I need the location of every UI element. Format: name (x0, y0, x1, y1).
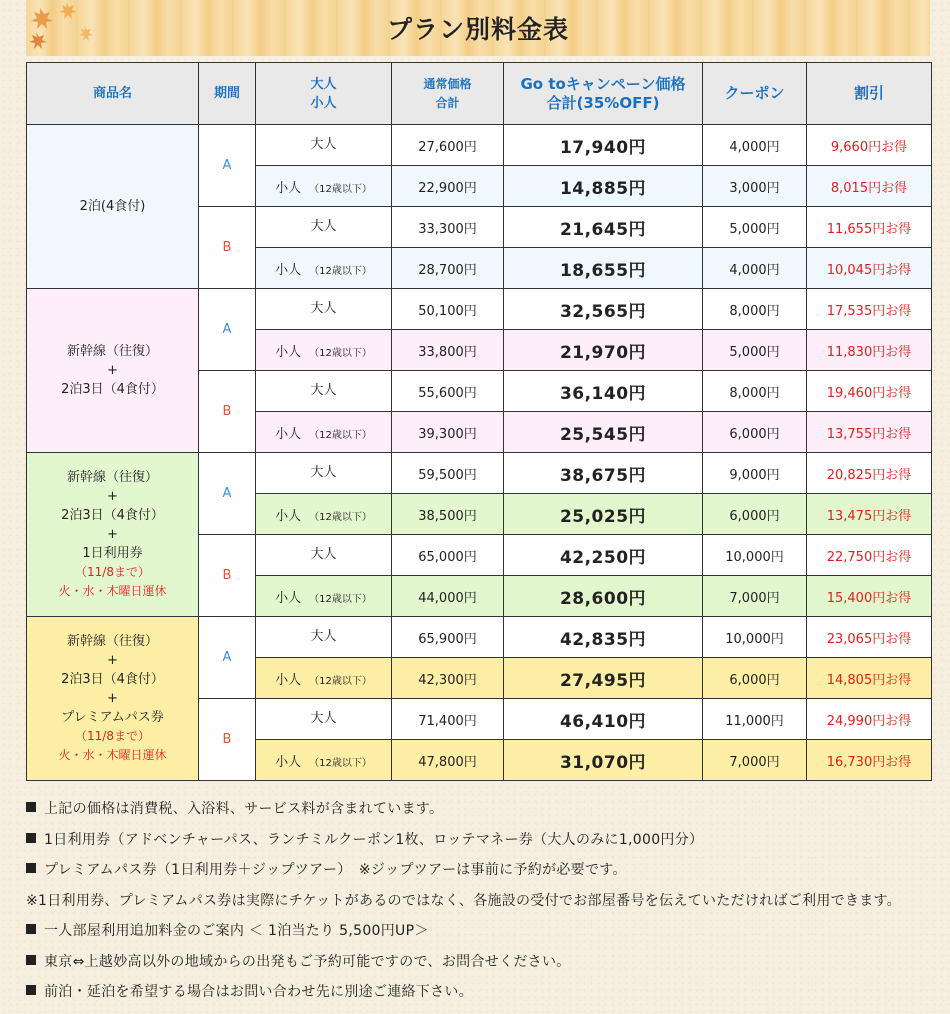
regular-price-cell-value: 39,300円 (418, 426, 477, 442)
regular-price-cell (392, 207, 504, 248)
product-name-line: 2泊3日（4食付） (61, 382, 164, 397)
regular-price-cell-value: 65,900円 (418, 631, 477, 647)
product-name-line: + (107, 527, 118, 542)
goto-price-cell (504, 330, 703, 371)
coupon-cell-value: 10,000円 (725, 631, 784, 647)
goto-price-cell-value: 36,140円 (559, 383, 647, 404)
goto-price-cell-value: 21,970円 (559, 342, 647, 363)
goto-price-cell (504, 453, 703, 494)
discount-cell (807, 699, 932, 740)
discount-cell-value: 8,015円 (830, 180, 882, 196)
otoku-label: お得 (885, 385, 912, 401)
adult-label-cell (256, 453, 392, 494)
regular-price-cell (392, 371, 504, 412)
adult-label-cell (256, 125, 392, 166)
coupon-cell (703, 617, 807, 658)
goto-price-cell (504, 576, 703, 617)
goto-price-cell (504, 658, 703, 699)
discount-cell (807, 658, 932, 699)
coupon-cell (703, 125, 807, 166)
discount-cell (807, 494, 932, 535)
product-name-cell (27, 453, 199, 617)
note-text: ※1日利用券、プレミアムパス券は実際にチケットがあるのではなく、各施設の受付でお部屋番号を伝えていただければご利用できます。 (26, 892, 902, 909)
regular-price-cell (392, 248, 504, 289)
age-label: 小人 (275, 426, 302, 442)
bullet-square-icon (26, 985, 36, 995)
goto-price-cell-value: 17,940円 (559, 137, 647, 158)
note-line (26, 983, 946, 1014)
product-note: 火・水・木曜日運休 (58, 748, 167, 762)
goto-price-cell (504, 617, 703, 658)
product-name-line: 2泊(4食付) (79, 199, 146, 214)
note-line (26, 922, 946, 953)
header-discount: 割引 (807, 63, 932, 125)
child-age-note: （12歳以下） (309, 675, 372, 687)
table-row (27, 617, 932, 658)
regular-price-cell-value: 38,500円 (418, 508, 477, 524)
coupon-cell (703, 412, 807, 453)
note-line (26, 831, 946, 862)
coupon-cell-value: 11,000円 (725, 713, 784, 729)
discount-cell (807, 740, 932, 781)
period-a-cell: A (199, 125, 256, 207)
goto-price-cell-value: 27,495円 (559, 670, 647, 691)
regular-price-cell (392, 412, 504, 453)
header-coupon: クーポン (703, 63, 807, 125)
coupon-cell (703, 289, 807, 330)
child-age-note: （12歳以下） (309, 265, 372, 277)
bullet-square-icon (26, 833, 36, 843)
child-label-cell (256, 740, 392, 781)
product-name-cell (27, 617, 199, 781)
age-label: 小人 (275, 590, 302, 606)
goto-price-cell (504, 248, 703, 289)
goto-price-cell-value: 18,655円 (559, 260, 647, 281)
adult-label-cell (256, 371, 392, 412)
age-label: 小人 (275, 754, 302, 770)
coupon-cell-value: 8,000円 (729, 385, 780, 401)
child-age-note: （12歳以下） (309, 347, 372, 359)
product-note: 火・水・木曜日運休 (58, 584, 167, 598)
coupon-cell (703, 371, 807, 412)
goto-price-cell-value: 25,545円 (559, 424, 647, 445)
discount-cell-value: 9,660円 (830, 139, 882, 155)
age-label: 小人 (275, 262, 302, 278)
bullet-square-icon (26, 955, 36, 965)
header-regular: 通常価格 合計 (392, 63, 504, 125)
goto-price-cell-value: 28,600円 (559, 588, 647, 609)
discount-cell-value: 23,065円 (826, 631, 886, 647)
discount-cell-value: 17,535円 (826, 303, 886, 319)
note-text: 前泊・延泊を希望する場合はお問い合わせ先に別途ご連絡下さい。 (44, 984, 473, 1000)
product-name-cell (27, 289, 199, 453)
discount-cell (807, 125, 932, 166)
otoku-label: お得 (885, 303, 912, 319)
note-text: 一人部屋利用追加料金のご案内 ＜ 1泊当たり 5,500円UP＞ (44, 923, 429, 939)
product-name-line: 新幹線（往復） (66, 344, 158, 359)
discount-cell-value: 15,400円 (826, 590, 886, 606)
regular-price-cell-value: 59,500円 (418, 467, 477, 483)
goto-price-cell (504, 166, 703, 207)
goto-price-cell (504, 289, 703, 330)
discount-cell-value: 14,805円 (826, 672, 886, 688)
discount-cell-value: 20,825円 (826, 467, 886, 483)
discount-cell (807, 576, 932, 617)
table-row (27, 125, 932, 166)
goto-price-cell (504, 412, 703, 453)
adult-label-cell (256, 535, 392, 576)
coupon-cell-value: 8,000円 (729, 303, 780, 319)
discount-cell-value: 19,460円 (826, 385, 886, 401)
child-age-note: （12歳以下） (309, 511, 372, 523)
discount-cell (807, 289, 932, 330)
goto-price-cell-value: 42,250円 (559, 547, 647, 568)
adult-label-cell (256, 289, 392, 330)
age-label: 大人 (310, 218, 337, 234)
otoku-label: お得 (885, 590, 912, 606)
goto-price-cell-value: 31,070円 (559, 752, 647, 773)
age-label: 大人 (310, 710, 337, 726)
goto-price-cell-value: 38,675円 (559, 465, 647, 486)
price-table (26, 62, 932, 781)
bullet-square-icon (26, 863, 36, 873)
discount-cell (807, 412, 932, 453)
otoku-label: お得 (885, 508, 912, 524)
regular-price-cell-value: 55,600円 (418, 385, 477, 401)
child-label-cell (256, 248, 392, 289)
adult-label-cell (256, 617, 392, 658)
coupon-cell (703, 658, 807, 699)
regular-price-cell-value: 42,300円 (418, 672, 477, 688)
note-line (26, 800, 946, 831)
regular-price-cell (392, 453, 504, 494)
coupon-cell-value: 9,000円 (729, 467, 780, 483)
discount-cell (807, 371, 932, 412)
note-text: プレミアムパス券（1日利用券＋ジップツアー） ※ジップツアーは事前に予約が必要です。 (44, 862, 627, 878)
product-name-line: プレミアムパス券 (61, 710, 164, 725)
goto-price-cell-value: 46,410円 (559, 711, 647, 732)
age-label: 大人 (310, 382, 337, 398)
goto-price-cell-value: 25,025円 (559, 506, 647, 527)
age-label: 小人 (275, 180, 302, 196)
child-age-note: （12歳以下） (309, 593, 372, 605)
product-name-line: 新幹線（往復） (66, 634, 158, 649)
age-label: 大人 (310, 300, 337, 316)
discount-cell-value: 13,755円 (826, 426, 886, 442)
otoku-label: お得 (885, 426, 912, 442)
period-b-cell: B (199, 699, 256, 781)
header-adult-child: 大人 小人 (256, 63, 392, 125)
regular-price-cell-value: 65,000円 (418, 549, 477, 565)
discount-cell (807, 453, 932, 494)
goto-price-cell (504, 371, 703, 412)
child-age-note: （12歳以下） (309, 429, 372, 441)
coupon-cell (703, 453, 807, 494)
age-label: 小人 (275, 672, 302, 688)
discount-cell (807, 330, 932, 371)
page-title: プラン別料金表 (386, 15, 569, 44)
otoku-label: お得 (885, 221, 912, 237)
product-name-line: 2泊3日（4食付） (61, 672, 164, 687)
discount-cell-value: 10,045円 (826, 262, 886, 278)
product-name-line: 1日利用券 (82, 546, 143, 561)
coupon-cell-value: 4,000円 (729, 262, 780, 278)
product-name-line: + (107, 489, 118, 504)
child-age-note: （12歳以下） (309, 757, 372, 769)
otoku-label: お得 (881, 139, 908, 155)
age-label: 小人 (275, 344, 302, 360)
coupon-cell (703, 494, 807, 535)
product-name-cell (27, 125, 199, 289)
discount-cell (807, 535, 932, 576)
regular-price-cell-value: 33,800円 (418, 344, 477, 360)
coupon-cell (703, 576, 807, 617)
regular-price-cell-value: 28,700円 (418, 262, 477, 278)
regular-price-cell (392, 330, 504, 371)
otoku-label: お得 (885, 672, 912, 688)
goto-price-cell (504, 699, 703, 740)
regular-price-cell (392, 125, 504, 166)
regular-price-cell (392, 740, 504, 781)
title-banner (26, 0, 930, 56)
goto-price-cell (504, 207, 703, 248)
regular-price-cell-value: 50,100円 (418, 303, 477, 319)
coupon-cell (703, 699, 807, 740)
coupon-cell (703, 207, 807, 248)
product-name-line: 新幹線（往復） (66, 470, 158, 485)
regular-price-cell-value: 22,900円 (418, 180, 477, 196)
age-label: 大人 (310, 136, 337, 152)
goto-price-cell (504, 535, 703, 576)
age-label: 大人 (310, 546, 337, 562)
child-label-cell (256, 330, 392, 371)
discount-cell-value: 16,730円 (826, 754, 886, 770)
coupon-cell-value: 7,000円 (729, 590, 780, 606)
regular-price-cell (392, 289, 504, 330)
period-b-cell: B (199, 371, 256, 453)
child-label-cell (256, 658, 392, 699)
product-name-line: + (107, 653, 118, 668)
note-line (26, 953, 946, 984)
coupon-cell-value: 3,000円 (729, 180, 780, 196)
discount-cell-value: 11,830円 (826, 344, 886, 360)
discount-cell (807, 248, 932, 289)
regular-price-cell (392, 535, 504, 576)
goto-price-cell (504, 494, 703, 535)
child-label-cell (256, 494, 392, 535)
age-label: 大人 (310, 628, 337, 644)
product-name-line: + (107, 691, 118, 706)
goto-price-cell-value: 32,565円 (559, 301, 647, 322)
note-text: 東京⇔上越妙高以外の地域からの出発もご予約可能ですので、お問合せください。 (44, 953, 571, 970)
coupon-cell-value: 5,000円 (729, 344, 780, 360)
note-text: 上記の価格は消費税、入浴料、サービス料が含まれています。 (44, 801, 444, 817)
coupon-cell (703, 535, 807, 576)
goto-price-cell-value: 21,645円 (559, 219, 647, 240)
regular-price-cell (392, 699, 504, 740)
bullet-square-icon (26, 802, 36, 812)
goto-price-cell (504, 740, 703, 781)
otoku-label: お得 (881, 180, 908, 196)
header-goto: Go toキャンペーン価格 合計(35%OFF) (504, 63, 703, 125)
coupon-cell-value: 10,000円 (725, 549, 784, 565)
coupon-cell (703, 166, 807, 207)
otoku-label: お得 (885, 754, 912, 770)
regular-price-cell-value: 44,000円 (418, 590, 477, 606)
product-note: （11/8まで） (75, 565, 150, 579)
goto-price-cell-value: 14,885円 (559, 178, 647, 199)
header-period: 期間 (199, 63, 256, 125)
notes-section (26, 800, 946, 1014)
regular-price-cell (392, 658, 504, 699)
table-row (27, 289, 932, 330)
regular-price-cell (392, 166, 504, 207)
discount-cell-value: 22,750円 (826, 549, 886, 565)
discount-cell (807, 617, 932, 658)
otoku-label: お得 (885, 467, 912, 483)
product-note: （11/8まで） (75, 729, 150, 743)
coupon-cell-value: 6,000円 (729, 672, 780, 688)
discount-cell-value: 13,475円 (826, 508, 886, 524)
regular-price-cell (392, 494, 504, 535)
goto-price-cell (504, 125, 703, 166)
otoku-label: お得 (885, 262, 912, 278)
otoku-label: お得 (885, 713, 912, 729)
table-header-row (27, 63, 932, 125)
product-name-line: + (107, 363, 118, 378)
period-b-cell: B (199, 207, 256, 289)
header-product: 商品名 (27, 63, 199, 125)
regular-price-cell (392, 576, 504, 617)
coupon-cell (703, 740, 807, 781)
regular-price-cell-value: 71,400円 (418, 713, 477, 729)
otoku-label: お得 (885, 549, 912, 565)
period-a-cell: A (199, 453, 256, 535)
coupon-cell (703, 330, 807, 371)
product-name-line: 2泊3日（4食付） (61, 508, 164, 523)
period-a-cell: A (199, 617, 256, 699)
bullet-square-icon (26, 924, 36, 934)
coupon-cell-value: 4,000円 (729, 139, 780, 155)
regular-price-cell (392, 617, 504, 658)
child-label-cell (256, 412, 392, 453)
note-text: 1日利用券（アドベンチャーパス、ランチミルクーポン1枚、ロッテマネー券（大人のみに1,000円分） (44, 831, 704, 848)
otoku-label: お得 (885, 631, 912, 647)
period-a-cell: A (199, 289, 256, 371)
regular-price-cell-value: 47,800円 (418, 754, 477, 770)
period-b-cell: B (199, 535, 256, 617)
coupon-cell-value: 6,000円 (729, 426, 780, 442)
adult-label-cell (256, 207, 392, 248)
discount-cell-value: 24,990円 (826, 713, 886, 729)
regular-price-cell-value: 33,300円 (418, 221, 477, 237)
coupon-cell-value: 7,000円 (729, 754, 780, 770)
table-row (27, 453, 932, 494)
adult-label-cell (256, 699, 392, 740)
discount-cell (807, 166, 932, 207)
note-line (26, 892, 946, 923)
child-age-note: （12歳以下） (309, 183, 372, 195)
child-label-cell (256, 166, 392, 207)
child-label-cell (256, 576, 392, 617)
otoku-label: お得 (885, 344, 912, 360)
coupon-cell (703, 248, 807, 289)
coupon-cell-value: 6,000円 (729, 508, 780, 524)
age-label: 大人 (310, 464, 337, 480)
coupon-cell-value: 5,000円 (729, 221, 780, 237)
goto-price-cell-value: 42,835円 (559, 629, 647, 650)
discount-cell-value: 11,655円 (826, 221, 886, 237)
age-label: 小人 (275, 508, 302, 524)
discount-cell (807, 207, 932, 248)
regular-price-cell-value: 27,600円 (418, 139, 477, 155)
note-line (26, 861, 946, 892)
